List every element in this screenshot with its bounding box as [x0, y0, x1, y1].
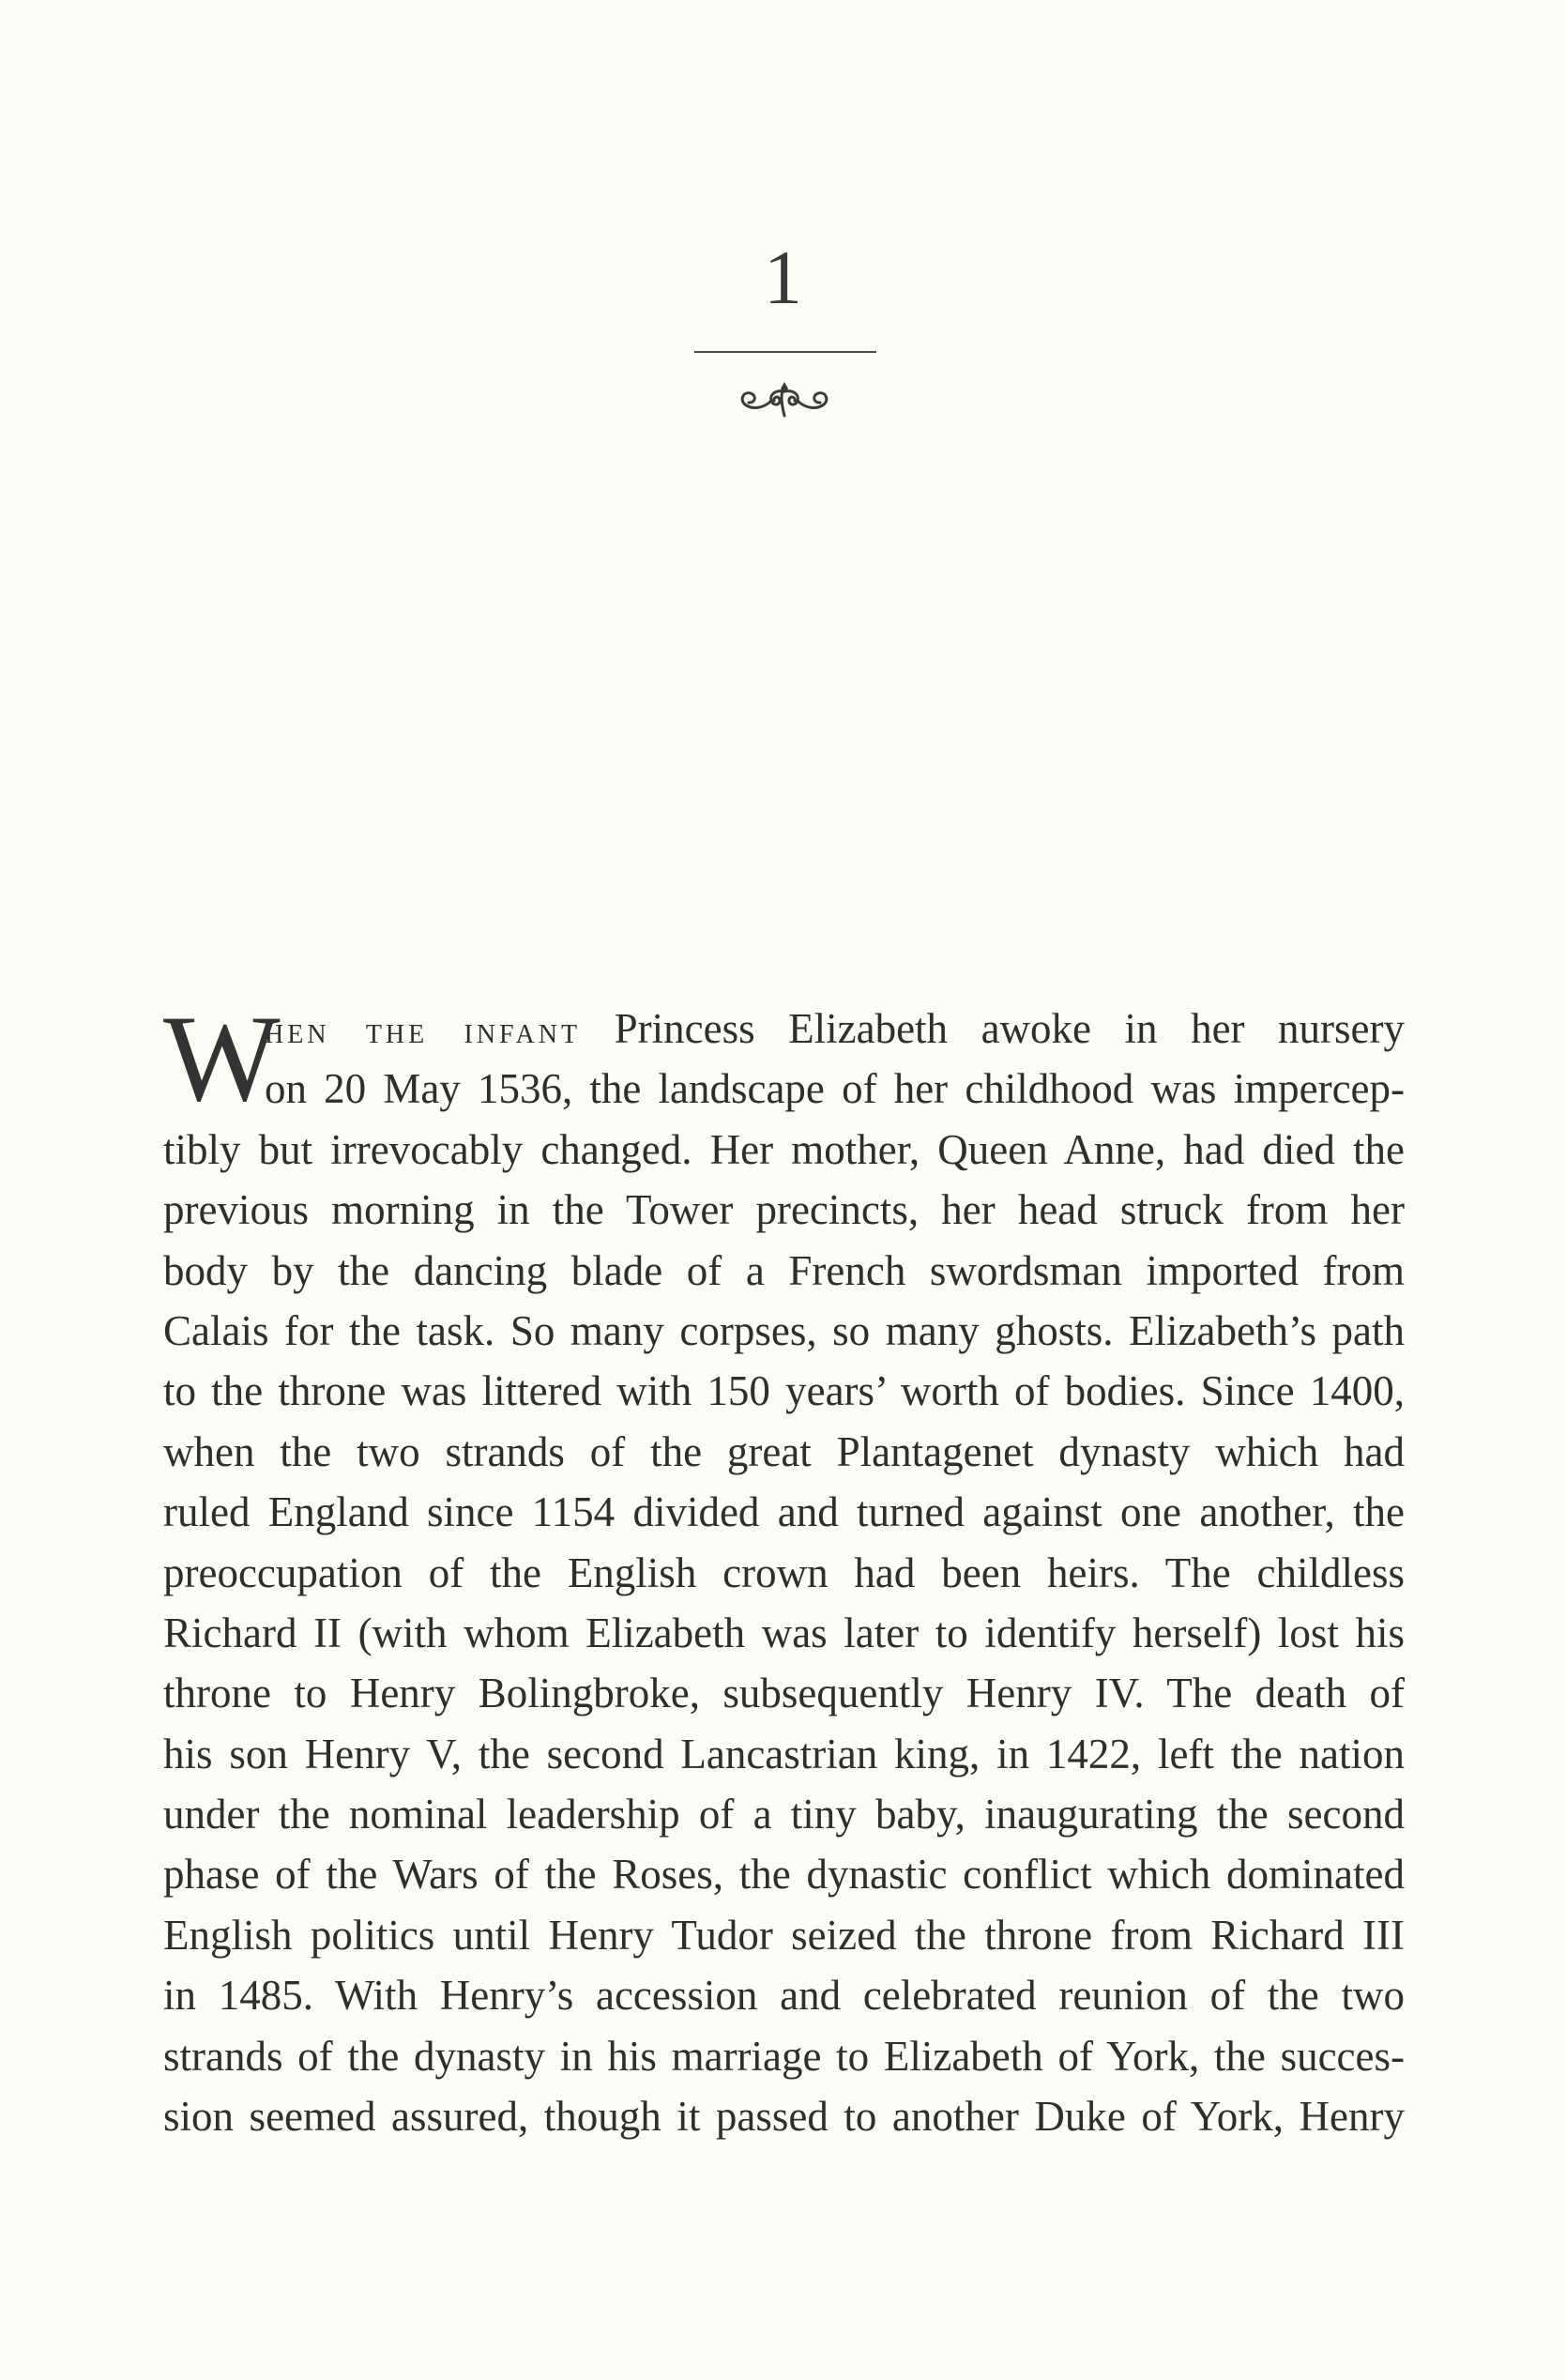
- text-line-5: body by the dancing blade of a French swordsman imported from: [163, 1246, 1405, 1294]
- text-line-4: previous morning in the Tower precincts, her head struck from her: [163, 1186, 1405, 1234]
- text-line-16: English politics until Henry Tudor seized the throne from Richard III: [163, 1911, 1405, 1959]
- text-line-2: on 20 May 1536, the landscape of her childhood was impercep-: [265, 1065, 1405, 1113]
- text-line-6: Calais for the task. So many corpses, so many ghosts. Elizabeth’s path: [163, 1306, 1405, 1354]
- text-line-12: throne to Henry Bolingbroke, subsequently Henry IV. The death of: [163, 1670, 1405, 1717]
- opening-small-caps: hen the infant: [265, 1009, 582, 1051]
- text-line-7: to the throne was littered with 150 years’ worth of bodies. Since 1400,: [163, 1367, 1405, 1415]
- text-line-15: phase of the Wars of the Roses, the dynastic conflict which dominated: [163, 1851, 1405, 1899]
- text-line-19: sion seemed assured, though it passed to another Duke of York, Henry: [163, 2093, 1405, 2141]
- chapter-number: 1: [764, 235, 802, 320]
- text-line-1: [163, 999, 1405, 1059]
- text-line-10: preoccupation of the English crown had been heirs. The childless: [163, 1549, 1405, 1596]
- text-line-1-rest: Princess Elizabeth awoke in her nursery: [614, 1005, 1406, 1052]
- text-line-8: when the two strands of the great Plantagenet dynasty which had: [163, 1427, 1405, 1475]
- text-line-14: under the nominal leadership of a tiny baby, inaugurating the second: [163, 1791, 1405, 1838]
- text-line-13: his son Henry V, the second Lancastrian king, in 1422, left the nation: [163, 1730, 1405, 1777]
- chapter-divider-rule: [694, 351, 876, 353]
- text-line-18: strands of the dynasty in his marriage to Elizabeth of York, the succes-: [163, 2032, 1405, 2080]
- text-line-9: ruled England since 1154 divided and turned against one another, the: [163, 1488, 1405, 1536]
- text-line-3: tibly but irrevocably changed. Her mother, Queen Anne, had died the: [163, 1125, 1405, 1173]
- fleuron-ornament-icon: [736, 380, 833, 421]
- text-line-17: in 1485. With Henry’s accession and celebrated reunion of the two: [163, 1972, 1405, 2020]
- text-line-11: Richard II (with whom Elizabeth was later to identify herself) lost his: [163, 1609, 1405, 1656]
- chapter-body-paragraph: [163, 989, 1406, 2146]
- drop-cap-letter: W: [163, 989, 281, 1127]
